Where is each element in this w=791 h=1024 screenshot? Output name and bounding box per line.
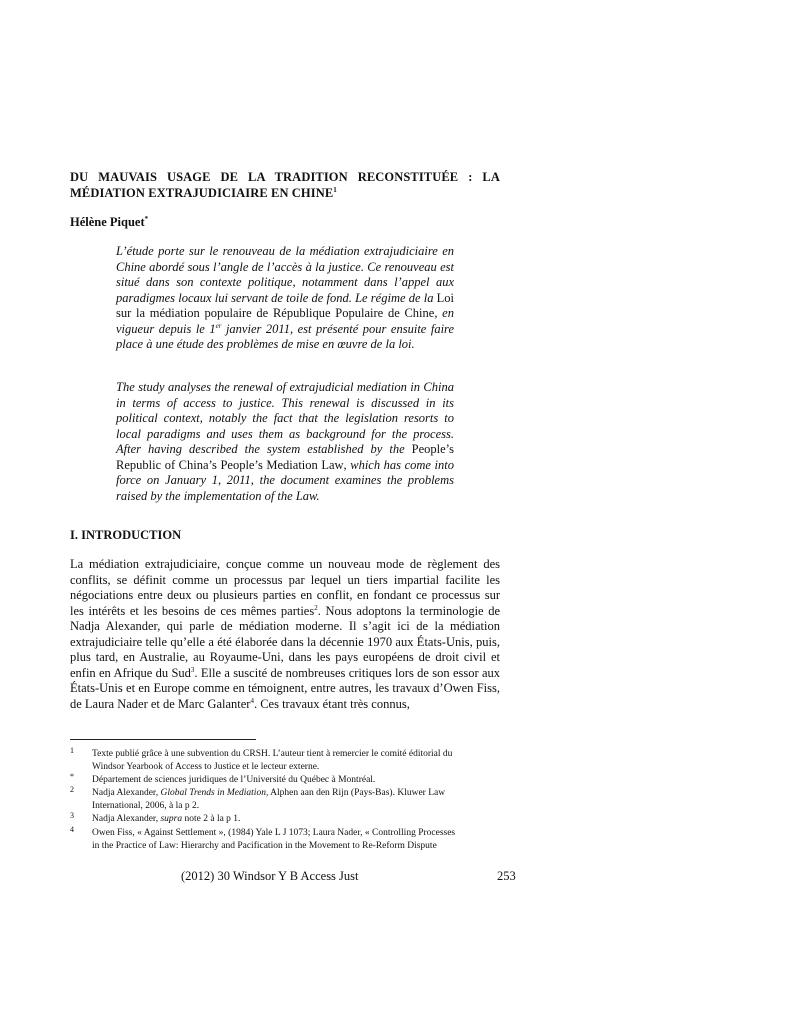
abstract-fr-seg1: L’étude porte sur le renouveau de la médiation extrajudiciaire en Chine abordé sous l’angle de l’accès à la justice. Ce renouveau est situé dans son contexte politique, notamment dans l’appel aux paradigmes locaux lui servant de toile de fond. Le régime de la <box>116 244 454 305</box>
footnote-text: Owen Fiss, « Against Settlement », (1984) Yale L J 1073; Laura Nader, « Controlling Processes <box>92 828 456 838</box>
footnote-number: * <box>70 772 74 781</box>
journal-citation: (2012) 30 Windsor Y B Access Just <box>181 869 359 883</box>
footnote-4 <box>70 827 500 852</box>
body-text-2: . Nous adoptons la terminologie de Nadja Alexander, qui parle de médiation moderne. Il s’agit ici de la médiation extrajudiciaire telle qu’elle a été élaborée dans la décennie 1970 aux États-Unis, puis, plus tard, en Australie, au Royaume-Uni, dans les pays européens de droit civil et enfin en Afrique du Sud <box>70 603 500 680</box>
section-heading: I. INTRODUCTION <box>70 528 182 542</box>
footnote-ref-4[interactable]: 4 <box>250 696 254 705</box>
footnote-2-book-title: Global Trends in Mediation, <box>160 788 269 798</box>
body-text-4: . Ces travaux étant très connus, <box>253 696 410 711</box>
footnote-author <box>70 774 500 787</box>
footnote-text: Texte publié grâce à une subvention du CRSH. L’auteur tient à remercier le comité éditorial du <box>92 749 453 759</box>
body-text-3: . Elle a suscité de nombreuses critiques lors de son essor aux États-Unis et en Europe comme en témoignent, entre autres, les travaux d’Owen Fiss, de Laura Nader et de Marc Galanter <box>70 665 500 711</box>
body-paragraph <box>70 557 500 712</box>
footnote-3 <box>70 813 500 826</box>
footnote-2-pre: Nadja Alexander, <box>92 788 161 798</box>
footnote-text-cont: in the Practice of Law: Hierarchy and Pacification in the Movement to Re-Reform Dispute <box>92 840 437 851</box>
abstract-fr-seg4: janvier 2011, est présenté pour ensuite faire place à une étude des problèmes de mise en œuvre de la loi. <box>116 321 454 351</box>
footnote-number: 2 <box>70 785 74 794</box>
title-footnote-ref[interactable]: 1 <box>333 185 337 194</box>
author-name-text: Hélène Piquet <box>70 215 145 229</box>
footnote-2 <box>70 787 500 812</box>
author-name <box>70 215 148 230</box>
page-number: 253 <box>497 869 516 883</box>
footnote-1 <box>70 748 500 773</box>
abstract-english <box>116 380 454 504</box>
footnote-ref-3[interactable]: 3 <box>190 665 195 674</box>
abstract-en-seg1: The study analyses the renewal of extrajudicial mediation in China in terms of access to justice. This renewal is discussed in its political context, notably the fact that the legislation resorts to local paradigms and uses them as background for the process. After having described the system established by the <box>116 380 454 456</box>
footnote-text-cont: Windsor Yearbook of Access to Justice et le lecteur externe. <box>92 761 320 772</box>
abstract-en-law-title: People’s Republic of China’s People’s Mediation Law <box>116 442 454 472</box>
footnote-text <box>92 813 500 826</box>
article-title <box>70 169 500 201</box>
footnote-text <box>92 787 500 800</box>
footnote-number: 1 <box>70 746 74 755</box>
footnote-text-cont: International, 2006, à la p 2. <box>92 800 200 811</box>
abstract-fr-seg3: , en vigueur depuis le 1 <box>116 306 454 336</box>
footnote-number: 4 <box>70 825 74 834</box>
footnote-ref-2[interactable]: 2 <box>314 603 318 612</box>
abstract-fr-law-title: Loi sur la médiation populaire de République Populaire de Chine <box>116 290 454 320</box>
footnote-3-supra: supra <box>160 814 183 824</box>
footnote-3-pre: Nadja Alexander, <box>92 814 161 824</box>
footnote-divider <box>70 739 256 740</box>
abstract-en-seg3: , which has come into force on January 1, 2011, the document examines the problems raised by the implementation of the Law. <box>116 457 454 503</box>
body-text-1: La médiation extrajudiciaire, conçue comme un nouveau mode de règlement des conflits, se définit comme un processus par lequel un tiers impartial facilite les négociations entre deux ou plusieurs parties en conflit, en fondant ce processus sur les intérêts et les besoins de ces mêmes parties <box>70 557 500 618</box>
abstract-fr-sup: er <box>215 321 222 330</box>
footnote-text: Département de sciences juridiques de l’Université du Québec à Montréal. <box>92 775 376 785</box>
article-title-text: DU MAUVAIS USAGE DE LA TRADITION RECONSTITUÉE : LA MÉDIATION EXTRAJUDICIAIRE EN CHINE <box>70 170 500 200</box>
author-footnote-ref[interactable]: * <box>144 214 149 223</box>
footnote-2-post: Alphen aan den Rijn (Pays-Bas). Kluwer Law <box>268 788 446 798</box>
footnote-number: 3 <box>70 811 74 820</box>
footnote-3-post: note 2 à la p 1. <box>182 814 241 824</box>
abstract-french <box>116 244 454 353</box>
